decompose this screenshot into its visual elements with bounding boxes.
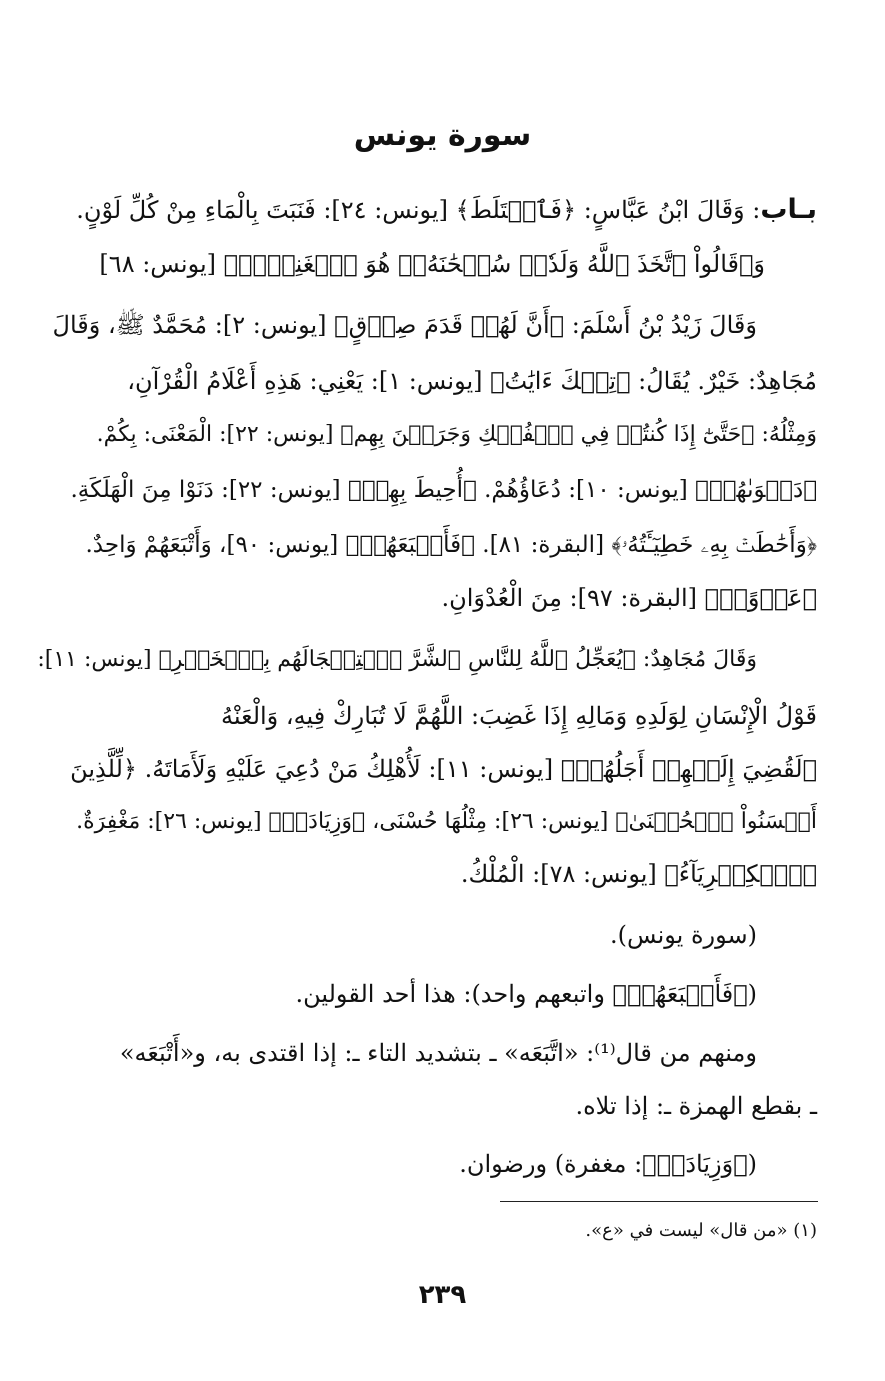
text-line-10: قَوْلُ الْإِنْسَانِ لِوَلَدِهِ وَمَالِهِ إِذَا غَضِبَ: اللَّهُمَّ لَا تُبَارِكْ فِيهِ، وَالْعَنْهُ: [221, 702, 817, 730]
text-line-12: أَحۡسَنُواْ ٱلۡحُسۡنَىٰ﴾ [يونس: ٢٦]: مِثْلُهَا حُسْنَى، ﴿وَزِيَادَةٞ﴾ [يونس: ٢٦]: مَغْفِرَةٌ.: [76, 809, 817, 834]
text-line-6: ﴿دَعۡوَىٰهُمۡ﴾ [يونس: ١٠]: دُعَاؤُهُمْ. ﴿أُحِيطَ بِهِمۡ﴾ [يونس: ٢٢]: دَنَوْا مِنَ الْهَلَكَةِ.: [70, 477, 817, 503]
text-line-7: ﴿وَأَحَٰطَتۡ بِهِۦ خَطِيٓـَٔتُهُۥ﴾ [البقرة: ٨١]. ﴿فَأَتۡبَعَهُمۡ﴾ [يونس: ٩٠]، وَأَتْبَعَهُمْ وَاحِدٌ.: [85, 532, 817, 558]
text-line-13: ﴿ٱلۡكِبۡرِيَآءُ﴾ [يونس: ٧٨]: الْمُلْكُ.: [460, 860, 817, 888]
commentary-line-2: (﴿فَأَتۡبَعَهُمۡ﴾ واتبعهم واحد): هذا أحد القولين.: [295, 980, 757, 1008]
commentary-line-5: (﴿وَزِيَادَةٞ﴾: مغفرة) ورضوان.: [459, 1150, 757, 1178]
bab-label: بـاب: [760, 194, 817, 225]
text-line-8: ﴿عَدۡوًاۚ﴾ [البقرة: ٩٧]: مِنَ الْعُدْوَانِ.: [441, 584, 817, 612]
footnote: (١) «من قال» ليست في «ع».: [585, 1220, 817, 1241]
commentary-line-3: ومنهم من قال⁽¹⁾: «اتَّبَعَه» ـ بتشديد التاء ـ: إذا اقتدى به، و«أَتْبَعَه»: [119, 1039, 757, 1067]
page-title: سورة يونس: [353, 118, 532, 153]
footnote-separator: [500, 1201, 818, 1202]
text-line-3: وَقَالَ زَيْدُ بْنُ أَسْلَمَ: ﴿أَنَّ لَهُمۡ قَدَمَ صِدۡقٍ﴾ [يونس: ٢]: مُحَمَّدٌ ﷺ، وَقَالَ: [52, 311, 757, 339]
text-line-11: ﴿لَقُضِيَ إِلَيۡهِمۡ أَجَلُهُمۡ﴾ [يونس: ١١]: لَأُهْلِكُ مَنْ دُعِيَ عَلَيْهِ وَلَأَمَاتَهُ. ﴿لِّلَّذِينَ: [70, 755, 817, 783]
text-line-1: بـاب: وَقَالَ ابْنُ عَبَّاسٍ: ﴿فَٱخۡتَلَطَ﴾ [يونس: ٢٤]: فَنَبَتَ بِالْمَاءِ مِنْ كُلِّ لَوْنٍ.: [76, 194, 817, 225]
text-line-2: وَ﴿قَالُواْ ٱتَّخَذَ ٱللَّهُ وَلَدٗاۗ سُبۡحَٰنَهُۥۖ هُوَ ٱلۡغَنِيُّۖ﴾ [يونس: ٦٨]: [99, 250, 765, 278]
page-number: ٢٣٩: [418, 1280, 467, 1310]
commentary-line-4: ـ بقطع الهمزة ـ: إذا تلاه.: [575, 1092, 817, 1120]
text-line-5: وَمِثْلُهُ: ﴿حَتَّىٰٓ إِذَا كُنتُمۡ فِي ٱلۡفُلۡكِ وَجَرَيۡنَ بِهِم﴾ [يونس: ٢٢]: الْمَعْنَى: بِكُمْ.: [96, 422, 817, 447]
text-line-9: وَقَالَ مُجَاهِدٌ: ﴿يُعَجِّلُ ٱللَّهُ لِلنَّاسِ ٱلشَّرَّ ٱسۡتِعۡجَالَهُم بِٱلۡخَيۡرِ﴾ [يونس: ١١]:: [37, 647, 757, 672]
commentary-line-1: (سورة يونس).: [609, 921, 757, 949]
text-line-4: مُجَاهِدٌ: خَيْرٌ. يُقَالُ: ﴿تِلۡكَ ءَايَٰتُ﴾ [يونس: ١]: يَعْنِي: هَذِهِ أَعْلَامُ الْقُرْآنِ،: [127, 367, 817, 395]
